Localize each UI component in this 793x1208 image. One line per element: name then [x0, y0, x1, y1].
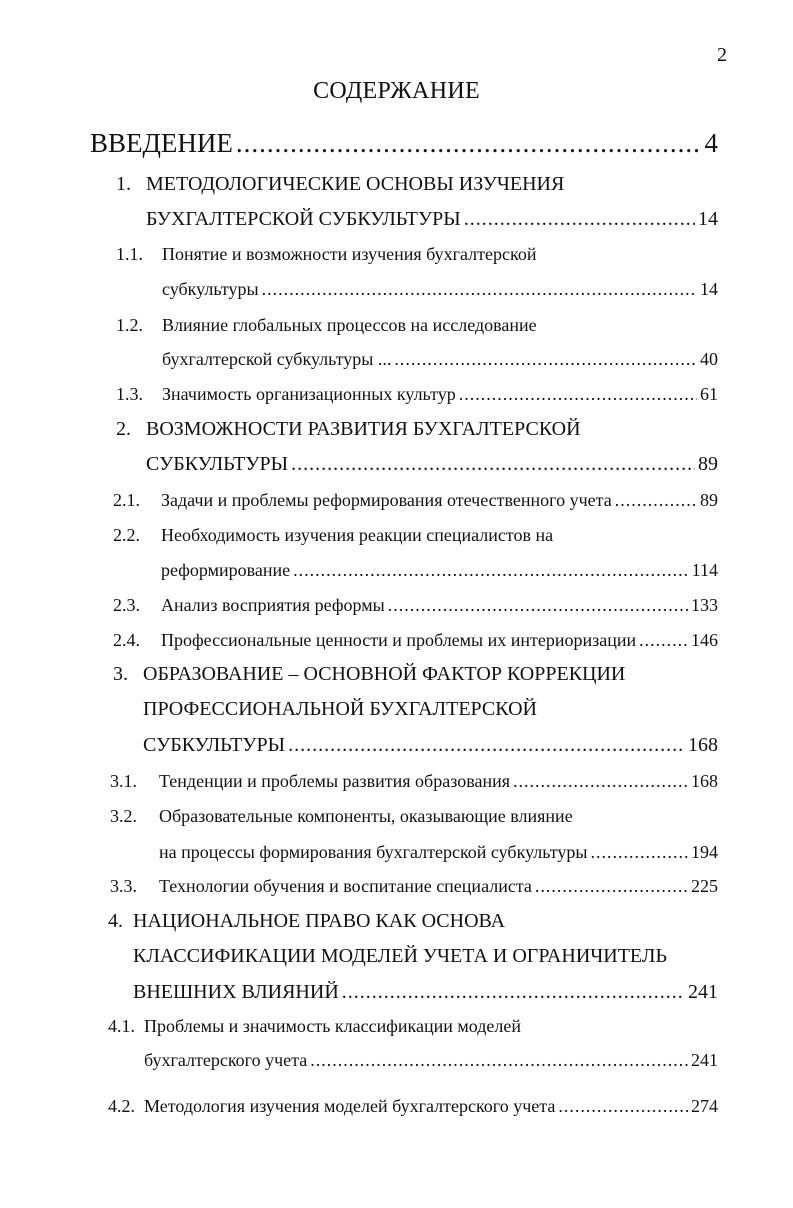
toc-entry-3-1: [110, 771, 718, 792]
toc-entry-title-cont: БУХГАЛТЕРСКОЙ СУБКУЛЬТУРЫ: [146, 208, 461, 230]
toc-entry-4-2: [108, 1096, 718, 1117]
leader-dots: [293, 560, 689, 581]
leader-dots: [394, 349, 697, 370]
toc-entry-4-1-cont: [144, 1050, 718, 1071]
toc-entry-title: Понятие и возможности изучения бухгалтерской: [162, 244, 537, 264]
toc-entry-number: 3.: [113, 663, 128, 685]
toc-entry-3-3: [110, 876, 718, 897]
toc-entry-title: Профессиональные ценности и проблемы их интериоризации: [161, 630, 637, 650]
toc-entry-1-1: [116, 244, 536, 265]
toc-entry-3-cont-b: [143, 734, 718, 757]
toc-entry-number: 3.1.: [110, 771, 137, 791]
leader-dots: [342, 981, 685, 1004]
leader-dots: [291, 453, 695, 476]
toc-entry-2-2-cont: [161, 560, 718, 581]
toc-entry-number: 1.: [116, 173, 131, 195]
toc-intro-label: ВВЕДЕНИЕ: [90, 128, 233, 158]
toc-entry-page: 194: [691, 842, 718, 862]
leader-dots: [639, 630, 688, 651]
leader-dots: [388, 595, 688, 616]
toc-entry-3-2: [110, 806, 573, 827]
leader-dots: [262, 279, 697, 300]
toc-entry-page: 241: [688, 981, 718, 1003]
toc-entry-title-cont: субкультуры: [162, 279, 259, 299]
toc-entry-2-1: [113, 490, 718, 511]
toc-entry-page: 168: [691, 771, 718, 791]
leader-dots: [459, 384, 697, 405]
toc-entry-title: ОБРАЗОВАНИЕ – ОСНОВНОЙ ФАКТОР КОРРЕКЦИИ: [143, 663, 626, 685]
leader-dots: [464, 208, 695, 231]
toc-entry-title: ВОЗМОЖНОСТИ РАЗВИТИЯ БУХГАЛТЕРСКОЙ: [146, 418, 581, 440]
toc-entry-title-cont: ВНЕШНИХ ВЛИЯНИЙ: [133, 981, 339, 1003]
toc-entry-page: 89: [700, 490, 718, 510]
toc-entry-page: 168: [688, 734, 718, 756]
toc-entry-title-cont: ПРОФЕССИОНАЛЬНОЙ БУХГАЛТЕРСКОЙ: [143, 698, 537, 720]
toc-entry-3: [113, 663, 625, 686]
toc-entry-number: 2.2.: [113, 525, 140, 545]
toc-entry-4-cont-a: [133, 945, 667, 968]
toc-entry-page: 61: [700, 384, 718, 404]
toc-entry-number: 2.3.: [113, 595, 140, 615]
leader-dots: [535, 876, 688, 897]
toc-entry-number: 2.: [116, 418, 131, 440]
toc-entry-3-cont-a: [143, 698, 537, 721]
toc-entry-number: 3.3.: [110, 876, 137, 896]
toc-entry-title: Анализ восприятия реформы: [161, 595, 385, 615]
toc-entry-2: [116, 418, 581, 441]
toc-entry-2-4: [113, 630, 718, 651]
toc-entry-1: [116, 173, 564, 196]
toc-entry-page: 114: [691, 560, 718, 580]
leader-dots: [558, 1096, 688, 1117]
toc-entry-1-2-cont: [162, 349, 718, 370]
toc-entry-4-1: [108, 1016, 521, 1037]
toc-entry-title: Тенденции и проблемы развития образования: [159, 771, 510, 791]
toc-entry-page: 133: [691, 595, 718, 615]
toc-entry-title: Технологии обучения и воспитание специалиста: [159, 876, 532, 896]
toc-entry-page: 89: [698, 453, 718, 475]
leader-dots: [288, 734, 685, 757]
toc-entry-title: Методология изучения моделей бухгалтерского учета: [144, 1096, 556, 1116]
leader-dots: [513, 771, 688, 792]
toc-entry-title: Образовательные компоненты, оказывающие влияние: [159, 806, 573, 826]
toc-entry-1-3: [116, 384, 718, 405]
page-number: 2: [717, 44, 727, 66]
toc-entry-page: 146: [691, 630, 718, 650]
toc-entry-number: 3.2.: [110, 806, 137, 826]
toc-entry-title: Задачи и проблемы реформирования отечественного учета: [161, 490, 612, 510]
leader-dots: [615, 490, 697, 511]
toc-entry-1-1-cont: [162, 279, 718, 300]
toc-entry-3-2-cont: [159, 842, 718, 863]
toc-entry-number: 2.1.: [113, 490, 140, 510]
toc-entry-4: [108, 910, 505, 933]
toc-entry-title-cont: бухгалтерского учета: [144, 1050, 308, 1070]
leader-dots: [236, 128, 702, 159]
page-title: СОДЕРЖАНИЕ: [313, 78, 480, 104]
toc-entry-number: 4.1.: [108, 1016, 135, 1036]
toc-entry-2-3: [113, 595, 718, 616]
toc-entry-number: 1.1.: [116, 244, 143, 264]
toc-entry-title: НАЦИОНАЛЬНОЕ ПРАВО КАК ОСНОВА: [133, 910, 506, 932]
toc-entry-title-cont: на процессы формирования бухгалтерской субкультуры: [159, 842, 588, 862]
toc-entry-title-cont: КЛАССИФИКАЦИИ МОДЕЛЕЙ УЧЕТА И ОГРАНИЧИТЕЛЬ: [133, 945, 667, 967]
toc-entry-title: Значимость организационных культур: [162, 384, 456, 404]
toc-entry-title: Проблемы и значимость классификации моделей: [144, 1016, 522, 1036]
toc-entry-title-cont: реформирование: [161, 560, 291, 580]
toc-entry-number: 1.2.: [116, 315, 143, 335]
toc-entry-page: 225: [691, 876, 718, 896]
toc-intro: [90, 128, 718, 159]
toc-entry-page: 274: [691, 1096, 718, 1116]
toc-entry-number: 1.3.: [116, 384, 143, 404]
toc-intro-page: 4: [704, 128, 718, 158]
toc-entry-page: 14: [698, 208, 718, 230]
toc-entry-1-2: [116, 315, 537, 336]
toc-entry-number: 4.2.: [108, 1096, 135, 1116]
leader-dots: [310, 1050, 688, 1071]
toc-entry-title-cont: СУБКУЛЬТУРЫ: [146, 453, 289, 475]
toc-entry-page: 14: [700, 279, 718, 299]
toc-entry-1-cont: [146, 208, 718, 231]
toc-entry-page: 40: [700, 349, 718, 369]
toc-entry-2-cont: [146, 453, 718, 476]
toc-entry-number: 4.: [108, 910, 123, 932]
toc-entry-number: 2.4.: [113, 630, 140, 650]
toc-entry-2-2: [113, 525, 553, 546]
toc-entry-4-cont-b: [133, 981, 718, 1004]
toc-entry-title-cont: СУБКУЛЬТУРЫ: [143, 734, 286, 756]
toc-entry-title: Необходимость изучения реакции специалистов на: [161, 525, 554, 545]
toc-entry-title: МЕТОДОЛОГИЧЕСКИЕ ОСНОВЫ ИЗУЧЕНИЯ: [146, 173, 565, 195]
toc-entry-page: 241: [691, 1050, 718, 1070]
toc-entry-title-cont: бухгалтерской субкультуры ...: [162, 349, 392, 369]
toc-entry-title: Влияние глобальных процессов на исследование: [162, 315, 537, 335]
leader-dots: [591, 842, 688, 863]
